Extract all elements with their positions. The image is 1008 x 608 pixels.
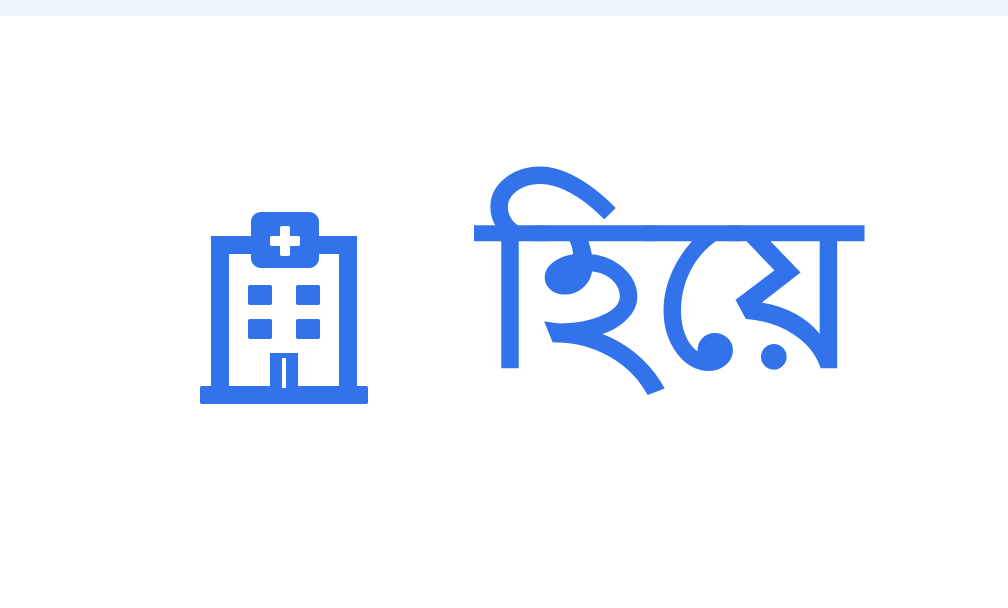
brand-wordmark: হিয়ে bbox=[480, 170, 859, 415]
top-band bbox=[0, 0, 1008, 16]
hospital-building-icon bbox=[198, 208, 370, 406]
